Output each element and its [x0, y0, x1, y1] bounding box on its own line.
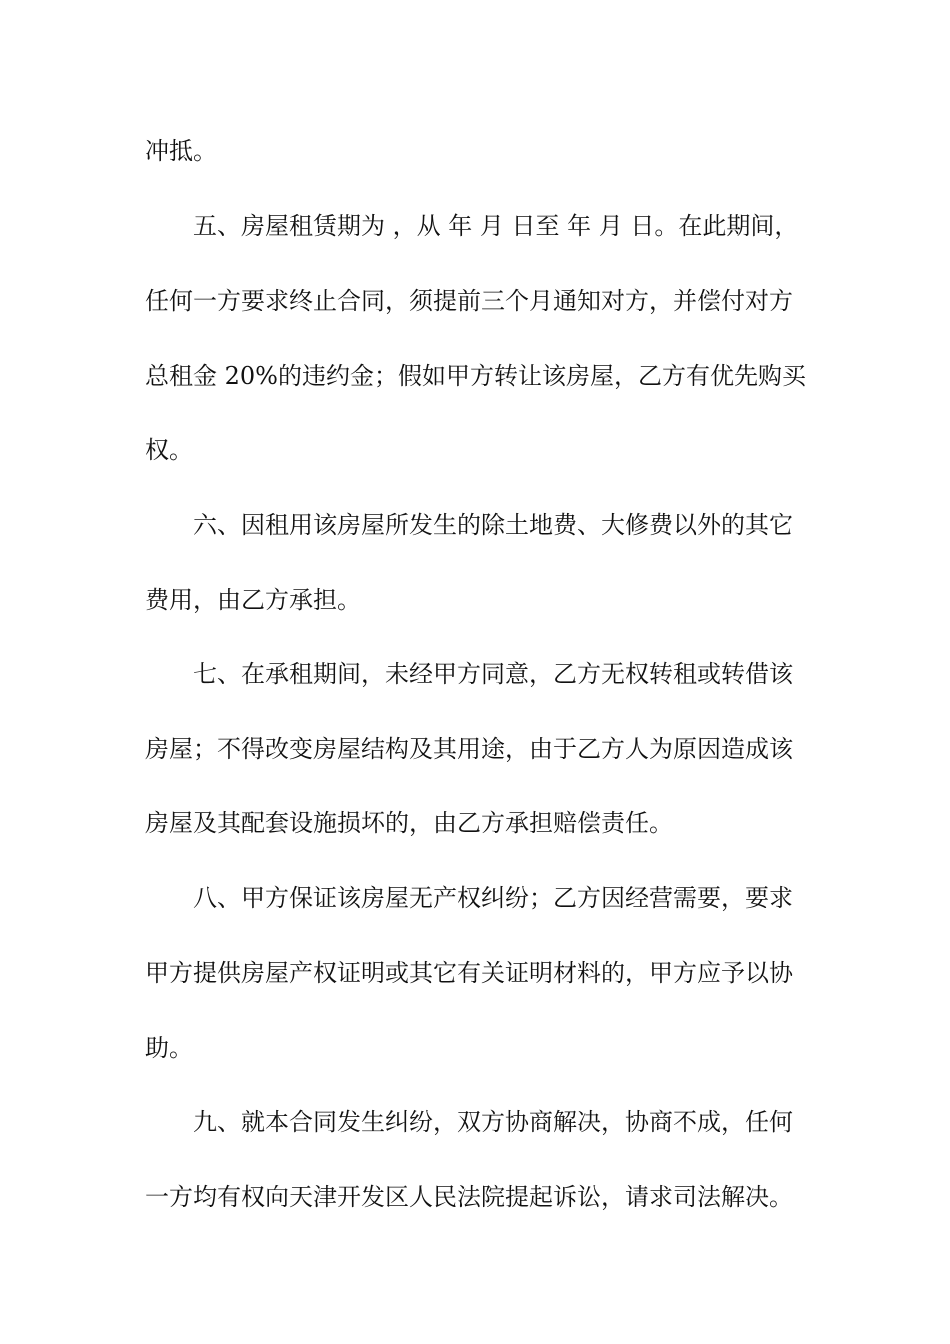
text-line: 房屋；不得改变房屋结构及其用途，由于乙方人为原因造成该 [145, 735, 793, 763]
text-line: 房屋及其配套设施损坏的，由乙方承担赔偿责任。 [145, 809, 673, 837]
text-line: 一方均有权向天津开发区人民法院提起诉讼，请求司法解决。 [145, 1183, 793, 1211]
text-line: 任何一方要求终止合同，须提前三个月通知对方，并偿付对方 [145, 287, 793, 315]
text-line: 总租金 20%的违约金；假如甲方转让该房屋，乙方有优先购买 [145, 362, 806, 390]
text-line-clause-7-start: 七、在承租期间，未经甲方同意，乙方无权转租或转借该 [193, 660, 793, 688]
text-line-clause-4-end: 冲抵。 [145, 137, 217, 165]
text-line-clause-6-start: 六、因租用该房屋所发生的除土地费、大修费以外的其它 [193, 511, 793, 539]
text-line-clause-8-start: 八、甲方保证该房屋无产权纠纷；乙方因经营需要，要求 [193, 884, 793, 912]
text-line-clause-5-start: 五、房屋租赁期为 ，从 年 月 日至 年 月 日。在此期间， [193, 212, 799, 240]
text-line-clause-9-start: 九、就本合同发生纠纷，双方协商解决，协商不成，任何 [193, 1108, 793, 1136]
text-line: 助。 [145, 1034, 193, 1062]
text-line: 费用，由乙方承担。 [145, 586, 361, 614]
text-line: 甲方提供房屋产权证明或其它有关证明材料的，甲方应予以协 [145, 959, 793, 987]
text-line: 权。 [145, 436, 193, 464]
